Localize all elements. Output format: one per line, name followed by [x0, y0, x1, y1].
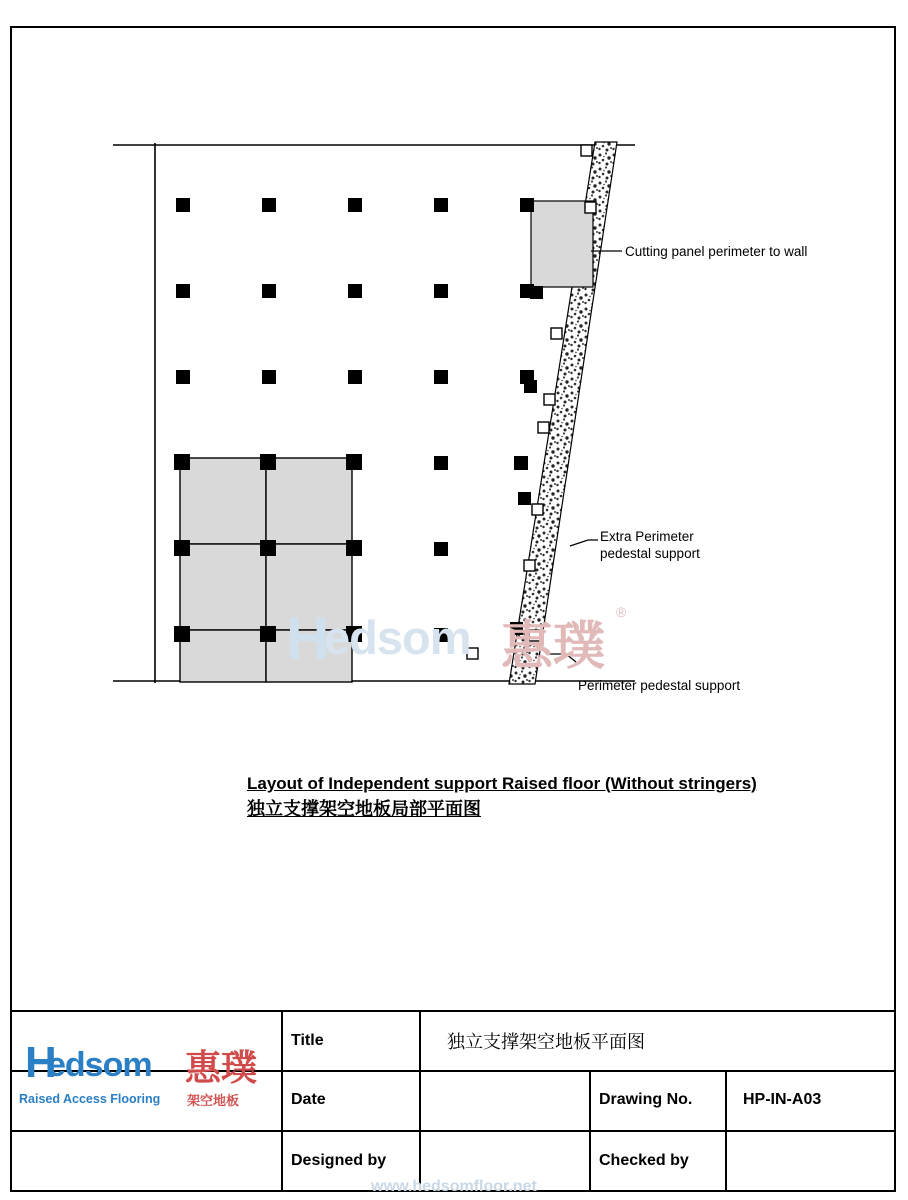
figure-caption-cn: 独立支撑架空地板局部平面图 — [247, 798, 481, 820]
tb-value-title: 独立支撑架空地板平面图 — [447, 1032, 645, 1053]
title-block — [11, 1010, 895, 1190]
tb-value-drawing-no: HP-IN-A03 — [743, 1091, 822, 1108]
company-logo — [17, 1034, 279, 1114]
watermark-registered-icon: ® — [616, 604, 627, 620]
logo-subtitle-cn: 架空地板 — [187, 1094, 240, 1109]
tb-label-title: Title — [291, 1032, 324, 1049]
watermark-cn: 惠璞 — [501, 617, 606, 677]
callout-extra-perimeter-line1: Extra Perimeter — [600, 529, 694, 544]
plan-view-svg — [10, 26, 896, 1006]
tb-label-checked-by: Checked by — [599, 1152, 689, 1169]
logo-word: edsom — [47, 1046, 152, 1084]
callout-cutting-panel: Cutting panel perimeter to wall — [625, 244, 808, 259]
figure-caption-en: Layout of Independent support Raised floor (Without stringers) — [247, 774, 757, 793]
tb-label-date: Date — [291, 1091, 326, 1108]
watermark-initial: H — [286, 605, 329, 672]
tb-value-date[interactable] — [419, 1070, 589, 1130]
plan-drawing-area — [10, 26, 896, 1006]
figure-caption — [247, 772, 847, 823]
callout-extra-perimeter — [600, 529, 700, 563]
logo-initial: H — [25, 1038, 57, 1087]
watermark-word: edsom — [324, 611, 471, 664]
tb-label-designed-by: Designed by — [291, 1152, 387, 1169]
logo-subtitle-en: Raised Access Flooring — [19, 1092, 161, 1106]
logo-cn: 惠璞 — [185, 1048, 258, 1089]
cut-panel-top — [531, 201, 593, 287]
footer-website-url: www.hedsomfloor.net — [371, 1178, 537, 1195]
callout-perimeter-pedestal: Perimeter pedestal support — [578, 678, 741, 693]
title-block-grid — [11, 1012, 895, 1192]
tb-label-drawing-no: Drawing No. — [599, 1091, 693, 1108]
callout-extra-perimeter-line2: pedestal support — [600, 545, 700, 561]
panel-group-bottom-left — [180, 458, 352, 682]
